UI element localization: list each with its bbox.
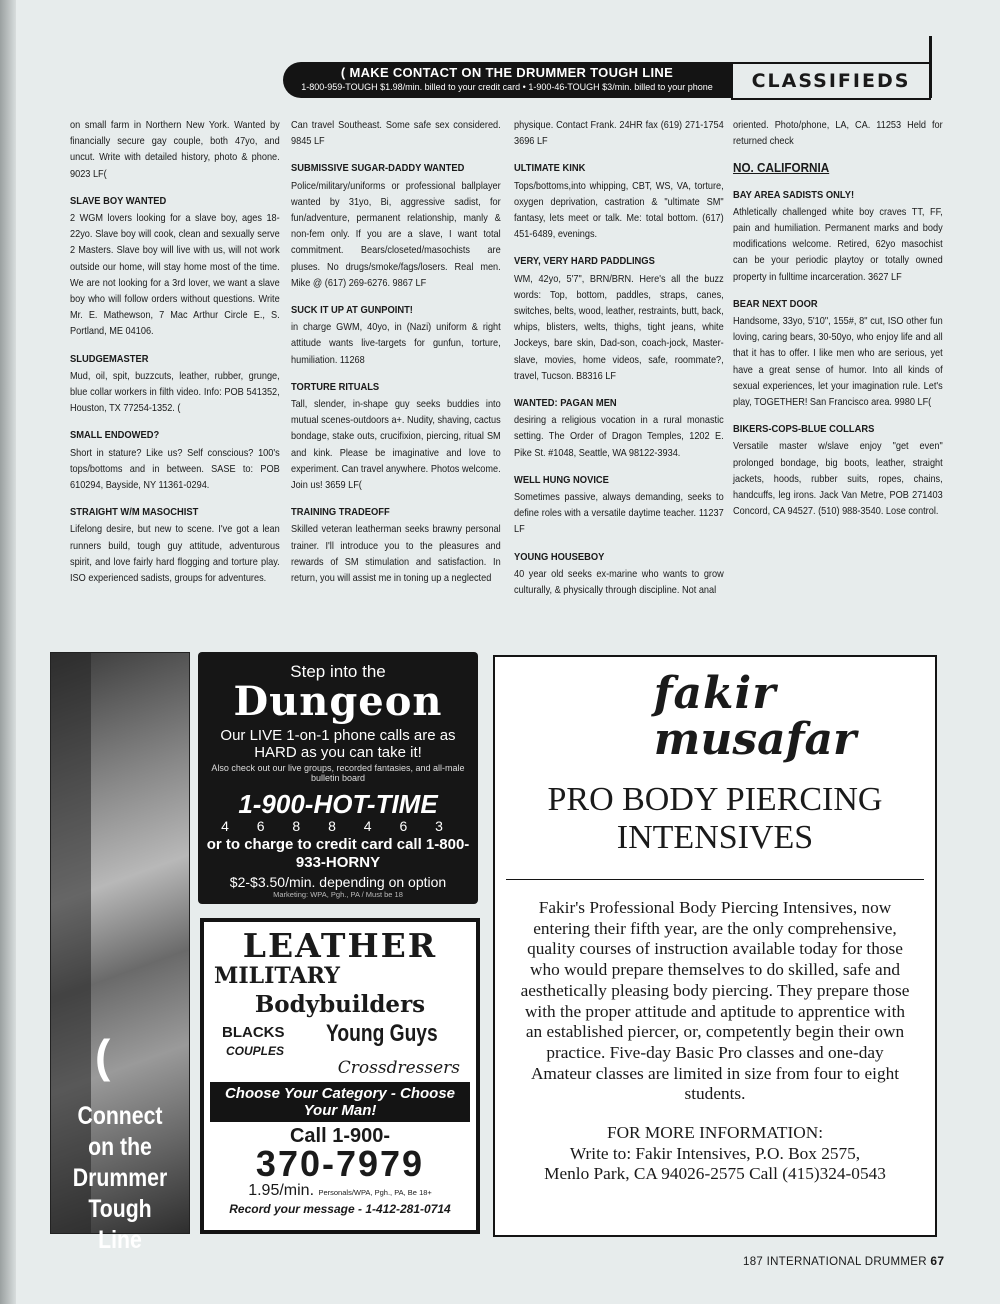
fakir-headline: PRO BODY PIERCING INTENSIVES (547, 781, 883, 856)
folio-issue: 187 INTERNATIONAL DRUMMER (743, 1256, 927, 1268)
ad-heading: WANTED: PAGAN MEN (514, 398, 617, 410)
category-crossdressers: Crossdressers (337, 1058, 460, 1078)
ad-text: 40 year old seeks ex-marine who wants to grow culturally, & physically through discipline. Not anal (514, 568, 724, 597)
ad-text: Can travel Southeast. Some safe sex considered. 9845 LF (291, 120, 501, 148)
leather-number: 370-7979 (255, 1143, 425, 1184)
category-young-guys: Young Guys (326, 1020, 438, 1047)
ad-heading: TORTURE RITUALS (291, 381, 380, 393)
ad-heading: SLAVE BOY WANTED (70, 195, 167, 207)
page-number: 67 (930, 1254, 945, 1268)
leather-record-line: Record your message - 1-412-281-0714 (229, 1202, 451, 1216)
ad-heading: BAY AREA SADISTS ONLY! (733, 189, 855, 201)
connect-caption: Connect on the Drummer Tough Line (72, 1102, 168, 1254)
dungeon-title: Dungeon (233, 678, 443, 725)
ad-text: physique. Contact Frank. 24HR fax (619) 271-1754 3696 LF (514, 120, 724, 148)
leather-rate (204, 1182, 476, 1202)
fakir-more-info: FOR MORE INFORMATION: (606, 1123, 824, 1143)
ad-text: oriented. Photo/phone, LA, CA. 11253 Held for returned check (733, 120, 943, 148)
ad-text: Lifelong desire, but new to scene. I've got a lean runners build, tough guy attitude, adventurous spirit, and love fairly hard flogging and torture play. ISO experienced sadists, groups for adventures. (70, 524, 280, 585)
ad-text: Short in stature? Like us? Self conscious? 100's tops/bottoms and in between. SASE to: POB 610294, Bayside, NY 11361-0294. (70, 447, 280, 492)
ad-heading: TRAINING TRADEOFF (291, 507, 390, 519)
ad-text: Versatile master w/slave enjoy "get even" prolonged bondage, big boots, leather, straight jackets, hoods, rubber suits, ropes, chains, handcuffs, leg irons. Jack Van Metre, POB 271403 Concord, CA 94527. (510) 988-3540. Lose control. (733, 441, 943, 518)
classifieds-column-2 (291, 118, 501, 587)
ad-heading: SMALL ENDOWED? (70, 430, 160, 442)
fakir-address-1: Write to: Fakir Intensives, P.O. Box 2575, (569, 1143, 861, 1163)
page-folio (743, 1254, 944, 1268)
ad-text: Tops/bottoms,into whipping, CBT, WS, VA, torture, oxygen deprivation, castration & "ultimate SM" fantasy, lets meet or talk. Me: total bottom. (617) 451-6489, evenings. (514, 180, 724, 241)
dungeon-hotline: 1-900-HOT-TIME (238, 789, 438, 819)
page-gutter-shadow (0, 0, 16, 1304)
ad-heading: STRAIGHT W/M MASOCHIST (70, 507, 199, 519)
tough-line-banner (283, 62, 731, 98)
leather-categories (204, 1018, 476, 1062)
ad-text: Tall, slender, in-shape guy seeks buddies into mutual scenes-outdoors a+. Nudity, shaving, cactus bondage, stake outs, crucifixion, piercing, ritual SM and kink. Please be imaginative and love to experiment. Can travel anywhere. Photos welcome. Join us! 3659 LF( (291, 399, 501, 492)
leather-rate-note: Personals/WPA, Pgh., PA, Be 18+ (318, 1188, 432, 1197)
leather-military: MILITARY (214, 963, 340, 989)
classifieds-column-4 (733, 118, 943, 520)
leather-choose-banner: Choose Your Category - Choose Your Man! (210, 1082, 470, 1122)
ad-text: Mud, oil, spit, buzzcuts, leather, rubber, grunge, blue collar workers in filth video. Info: POB 541352, Houston, TX 77254-1352. ( (70, 370, 280, 415)
dungeon-digits: 4 6 8 8 4 6 3 (221, 818, 455, 834)
ad-text: Handsome, 33yo, 5'10", 155#, 8" cut, ISO other fun loving, caring bears, 30-50yo, who enjoy life and all that it has to offer. I like men who are serious, yet have a great sense of humor. Into all kinds of sexual experiences, let your imagination rule. Let's play, TOGETHER! San Francisco area. 9980 LF( (733, 316, 943, 409)
fakir-logo-line1: fakir (653, 668, 777, 719)
ad-text: 2 WGM lovers looking for a slave boy, ages 18-22yo. Slave boy will cook, clean and sexually serve 2 Masters. Slave boy will live with us, will not work outside our home, will stay home most of the time. We are not looking for a 3rd lover, we want a slave boy who will follow orders without questions. Write Mr. E. Mathewson, 7 Mac Arthur Circle E., S. Portland, ME 04106. (70, 213, 280, 338)
banner-phone-numbers: 1-800-959-TOUGH $1.98/min. billed to your credit card • 1-900-46-TOUGH $3/min. billed to your phone (301, 82, 713, 92)
category-couples: COUPLES (226, 1044, 285, 1058)
ad-text: desiring a religious vocation in a rural monastic setting. The Order of Dragon Temples, 1202 E. Pike St. #1048, Seattle, WA 98122-3934. (514, 415, 724, 459)
ad-heading: SUCK IT UP AT GUNPOINT! (291, 305, 413, 317)
category-blacks: BLACKS (222, 1024, 285, 1041)
region-heading: NO. CALIFORNIA (733, 160, 830, 176)
leather-ad (200, 918, 480, 1234)
section-title: CLASSIFIEDS (731, 62, 931, 100)
ad-heading: BIKERS-COPS-BLUE COLLARS (733, 424, 875, 436)
tough-line-photo-ad (50, 652, 190, 1254)
dungeon-also: Also check out our live groups, recorded fantasies, and all-male bulletin board (211, 763, 465, 783)
fakir-musafar-ad (493, 655, 937, 1237)
ad-heading: VERY, VERY HARD PADDLINGS (514, 256, 655, 268)
ad-text: Police/military/uniforms or professional ballplayer wanted by 31yo, Bi, aggressive sadist, for fun/adventure, permanent relationship, manly & non-fem only. If you are a slave, I want total commitment. Bears/closeted/masochists are pluses. No drugs/smoke/fags/losers. Real men. Mike @ (617) 269-6276. 9867 LF (291, 180, 501, 289)
ad-heading: YOUNG HOUSEBOY (514, 551, 605, 563)
leather-rate-value: 1.95/min. (248, 1182, 315, 1199)
ad-heading: WELL HUNG NOVICE (514, 474, 609, 486)
classifieds-column-1 (70, 118, 280, 587)
fakir-divider (506, 879, 924, 880)
dungeon-marketing: Marketing: WPA, Pgh., PA / Must be 18 (273, 890, 403, 899)
fakir-address-2: Menlo Park, CA 94026-2575 Call (415)324-0543 (544, 1164, 886, 1184)
ad-text: Sometimes passive, always demanding, seeks to define roles with a versatile daytime teacher. 11237 LF (514, 492, 724, 536)
fakir-body-copy: Fakir's Professional Body Piercing Intensives, now entering their fifth year, are the only comprehensive, quality courses of instruction available today for those who would prepare themselves to do skilled, safe and aesthetically pleasing body piercing. They prepare those with the proper attitude and aptitude to apprentice with an established piercer, or, competently begin their own practice. Five-day Basic Pro classes and one-day Amateur classes are limited in size from four to eight students. (520, 898, 910, 1104)
ad-heading: SLUDGEMASTER (70, 353, 149, 365)
classifieds-column-3 (514, 118, 724, 599)
leather-bodybuilders: Bodybuilders (254, 991, 426, 1018)
banner-title: ( MAKE CONTACT ON THE DRUMMER TOUGH LINE (340, 65, 674, 80)
phone-icon: ( (95, 1030, 111, 1082)
fakir-logo-line2: musafar (653, 714, 857, 765)
leather-title: LEATHER (242, 926, 438, 965)
ad-text: Athletically challenged white boy craves TT, FF, pain and humiliation. Permanent marks and body modifications welcome. Retired, 62yo masochist can be your periodic playtoy or totally owned property in fulltime incarceration. 3627 LF (733, 206, 943, 283)
ad-text: Skilled veteran leatherman seeks brawny personal trainer. I'll introduce you to the pleasures and rewards of SM stimulation and satisfaction. In return, you will assist me in toning up a neglected (291, 524, 501, 585)
ad-text: WM, 42yo, 5'7", BRN/BRN. Here's all the buzz words: Top, bottom, paddles, straps, canes, switches, belts, wood, leather, restraints, butt, back, whips, blisters, welts, thighs, tight jeans, white Jockeys, bare skin, Dad-son, coach-jock, Master-slave, movies, home videos, safe, roommate?, travel, Tucson. B8316 LF (514, 273, 724, 382)
ad-heading: ULTIMATE KINK (514, 163, 586, 175)
dungeon-credit-line: or to charge to credit card call 1-800-933-HORNY (206, 836, 470, 871)
dungeon-ad (198, 652, 478, 904)
dungeon-price: $2-$3.50/min. depending on option (229, 874, 447, 890)
ad-text: in charge GWM, 40yo, in (Nazi) uniform & right attitude wants live-targets for gunfun, torture, humiliation. 11268 (291, 322, 501, 366)
ad-heading: SUBMISSIVE SUGAR-DADDY WANTED (291, 163, 465, 175)
leather-call: Call 1-900- (289, 1125, 391, 1147)
dungeon-kicker: Step into the (290, 662, 386, 681)
ad-text: on small farm in Northern New York. Wanted by financially secure gay couple, both 47yo, and uncut. Write with detailed history, photo & phone. 9023 LF( (70, 120, 280, 180)
dungeon-tagline: Our LIVE 1-on-1 phone calls are as HARD as you can take it! (220, 727, 456, 761)
ad-heading: BEAR NEXT DOOR (733, 298, 818, 310)
